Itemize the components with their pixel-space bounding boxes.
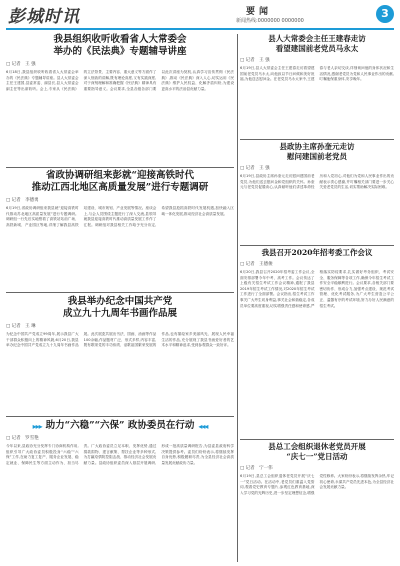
article-body: 6月19日,县总工会组织退休老党员开展“庆七一”党日活动。在活动中,老党员们重温入党誓词,观看党史教育专题片,参观红色教育基地,深入学习党的光辉历史,进一步坚定理想信念,增强党性修养。大家纷纷表示,将继续发挥余热,牢记初心使命,永葆共产党员先进本色,为全县经济社会发展贡献力量。 (240, 474, 394, 495)
article-subheadline: “庆七一”党日活动 (286, 452, 348, 461)
article-subheadline: 慰问建国前老党员 (287, 152, 347, 161)
article-byline: □ 记者 王 强 (240, 58, 270, 63)
section-divider (6, 167, 234, 168)
column-divider (237, 34, 238, 562)
article-exam-meeting (240, 248, 394, 436)
article-body: 6月19日,省政协调研组来我县就“迎接高铁时代推动苏北地区高质量发展”进行专题调研。调研组一行先后实地察看了高铁站站前广场、高铁新城、产业园区等地,详细了解我县高铁站建设、城市规划、产业发展等情况。座谈会上,与会人员围绕主题进行了深入交流,县领导就我县迎接高铁时代推动高质量发展工作作了汇报。调研组对我县相关工作给予充分肯定,希望我县抢抓高铁时代发展机遇,加快融入区域一体化发展,推动经济社会高质量发展。 (6, 206, 234, 227)
section-divider (240, 245, 394, 246)
article-body: 6月20日,我县召开2020年招考委工作会议,全面安排部署今年中考、高考工作。会议传达了上级有关招生考试工作会议精神,通报了我县2019年招生考试工作情况,对2020年招生考试工作进行了全面部署。会议指出,招生考试工作事关广大考生切身利益,事关社会和谐稳定,各成员单位要高度重视,切实增强责任感和使命感,严格落实防疫要求,扎实做好考务组织、考试安全、服务保障等各项工作,确保今年招生考试工作安全平稳顺利进行。会议要求,各相关部门要密切协作、形成合力,加强考点建设、规范考试管理、优化考试服务,为广大考生营造公平公正、温馨有序的考试环境,努力办好人民满意的招生考试。 (240, 270, 394, 308)
article-byline: □ 记者 王 琳 (6, 324, 36, 329)
article-byline: □ 记者 罗雪艳 (6, 436, 39, 441)
article-npc-visit (240, 34, 394, 136)
article-headline-row (6, 420, 234, 432)
article-subheadline: 成立九十九周年书画作品展 (62, 308, 177, 319)
section-name: 要闻 (246, 7, 273, 17)
article-headline: 县人大常委会主任王建春走访 (268, 34, 366, 43)
article-byline: □ 记者 李德勇 (6, 198, 39, 203)
article-byline: □ 记者 王 强 (240, 166, 270, 171)
article-art-exhibition (6, 296, 234, 412)
article-headline: 县政协主席孙奎元走访 (279, 142, 355, 151)
article-union-party-day (240, 442, 394, 562)
article-body: 为纪念中国共产党成立99周年,展示我县广大干部群众积极向上的精神风貌,6月20日,我县举办纪念中国共产党成立九十九周年书画作品展。此次展览共展出书法、国画、油画等作品100余幅,作品题材广泛、形式多样,内容丰富,既有歌颂党的丰功伟绩、讴歌祖国繁荣发展的作品,也有描绘家乡美丽风光、展现人民幸福生活的作品,充分展现了我县书画爱好者的艺术水平和精神追求,受到参观群众一致好评。 (6, 332, 234, 348)
article-npc-lecture (6, 34, 234, 164)
article-subheadline: 看望建国前老党员马永太 (275, 44, 359, 53)
page-number-badge: 3 (376, 5, 394, 23)
hotline-line: 新闻热线:0000000 0000000 (236, 18, 304, 24)
masthead-rule (6, 28, 394, 30)
arrow-icon: ▸▸▸ (32, 421, 42, 431)
article-body: 6月19日,县人大常委会主任王建春走访看望建国前老党员马永太,向他致以节日问候和美好祝福,为他送去慰问金。在老党员马永太家中,王建春与老人亲切交谈,详细询问他的身体状况和生活情况,感谢老党员为党和人民事业作出的贡献,叮嘱他保重身体,安享晚年。 (240, 66, 394, 82)
newspaper-logo: 彭城时讯 (8, 7, 80, 27)
article-cppcc-action (6, 420, 234, 562)
article-subheadline: 举办的《民法典》专题辅导讲座 (53, 46, 187, 57)
article-byline: □ 记者 宁一伟 (240, 466, 273, 471)
article-headline: 我县举办纪念中国共产党 (67, 296, 173, 307)
article-headline: 我县召开2020年招考委工作会议 (261, 248, 373, 257)
section-divider (6, 292, 234, 293)
article-body: 6月19日,县政协主席孙奎元走访慰问建国前老党员,为他们送去慰问金和党组织的关怀。孙奎元与老党员促膝谈心,认真倾听他们讲述革命经历和入党初心,对他们为党和人民事业作出的贡献表示衷心感谢,并叮嘱相关部门要进一步关心关爱老党员的生活,切实帮助解决实际困难。 (240, 174, 394, 190)
article-body: 今年以来,县政协充分发挥专门协商机构作用,组织引导广大政协委员积极投身“六稳”“六保”工作,在助力复工复产、服务企业发展、稳定就业、保障民生等方面主动作为、担当尽责。广大政协委员立足本职、发挥优势,通过捐款捐物、建言献策、帮扶企业等多种形式,为打赢疫情防控阻击战、推动经济社会发展贡献力量。县政协组织委员深入基层开展调研,形成一批高质量调研报告,为县委县政府科学决策提供参考。委员们纷纷表示,将继续发挥自身优势,积极履职尽责,为全县经济社会高质量发展贡献政协力量。 (6, 444, 234, 465)
arrow-icon: ◂◂◂ (198, 421, 208, 431)
article-body: 6月18日,我县组织收听收看省人大常委会举办的《民法典》专题辅导讲座。县人大常委会主任王建国,县委常委、副县长,县人大常委会副主任等出席收听。会上,专家从《民法典》的立法背景、主要内容、重大意义等方面作了深入细致的讲解,既有理论高度,又有实践深度,对于深刻理解和准确把握《民法典》精神具有重要指导意义。会议要求,全县各级各部门要以此次讲座为契机,认真学习宣传贯彻《民法典》,推动《民法典》深入人心,切实运用《民法典》维护人民权益、化解矛盾纠纷,为建设更高水平的法治县贡献力量。 (6, 70, 234, 91)
article-headline: 我县组织收听收看省人大常委会 (53, 34, 187, 45)
article-subheadline: 推动江西北地区高质量发展”进行专题调研 (31, 182, 209, 193)
article-headline: 助力“六稳”“六保” 政协委员在行动 (45, 420, 195, 431)
masthead (0, 0, 400, 30)
article-headline: 省政协调研组来彭就“迎接高铁时代 (46, 170, 194, 181)
article-cppcc-visit (240, 142, 394, 242)
article-headline: 县总工会组织退休老党员开展 (268, 442, 366, 451)
section-divider (240, 139, 394, 140)
section-divider (6, 416, 234, 417)
article-byline: □ 记者 王德俊 (240, 262, 273, 267)
article-cppcc-research (6, 170, 234, 288)
article-byline: □ 记者 王 强 (6, 62, 36, 67)
